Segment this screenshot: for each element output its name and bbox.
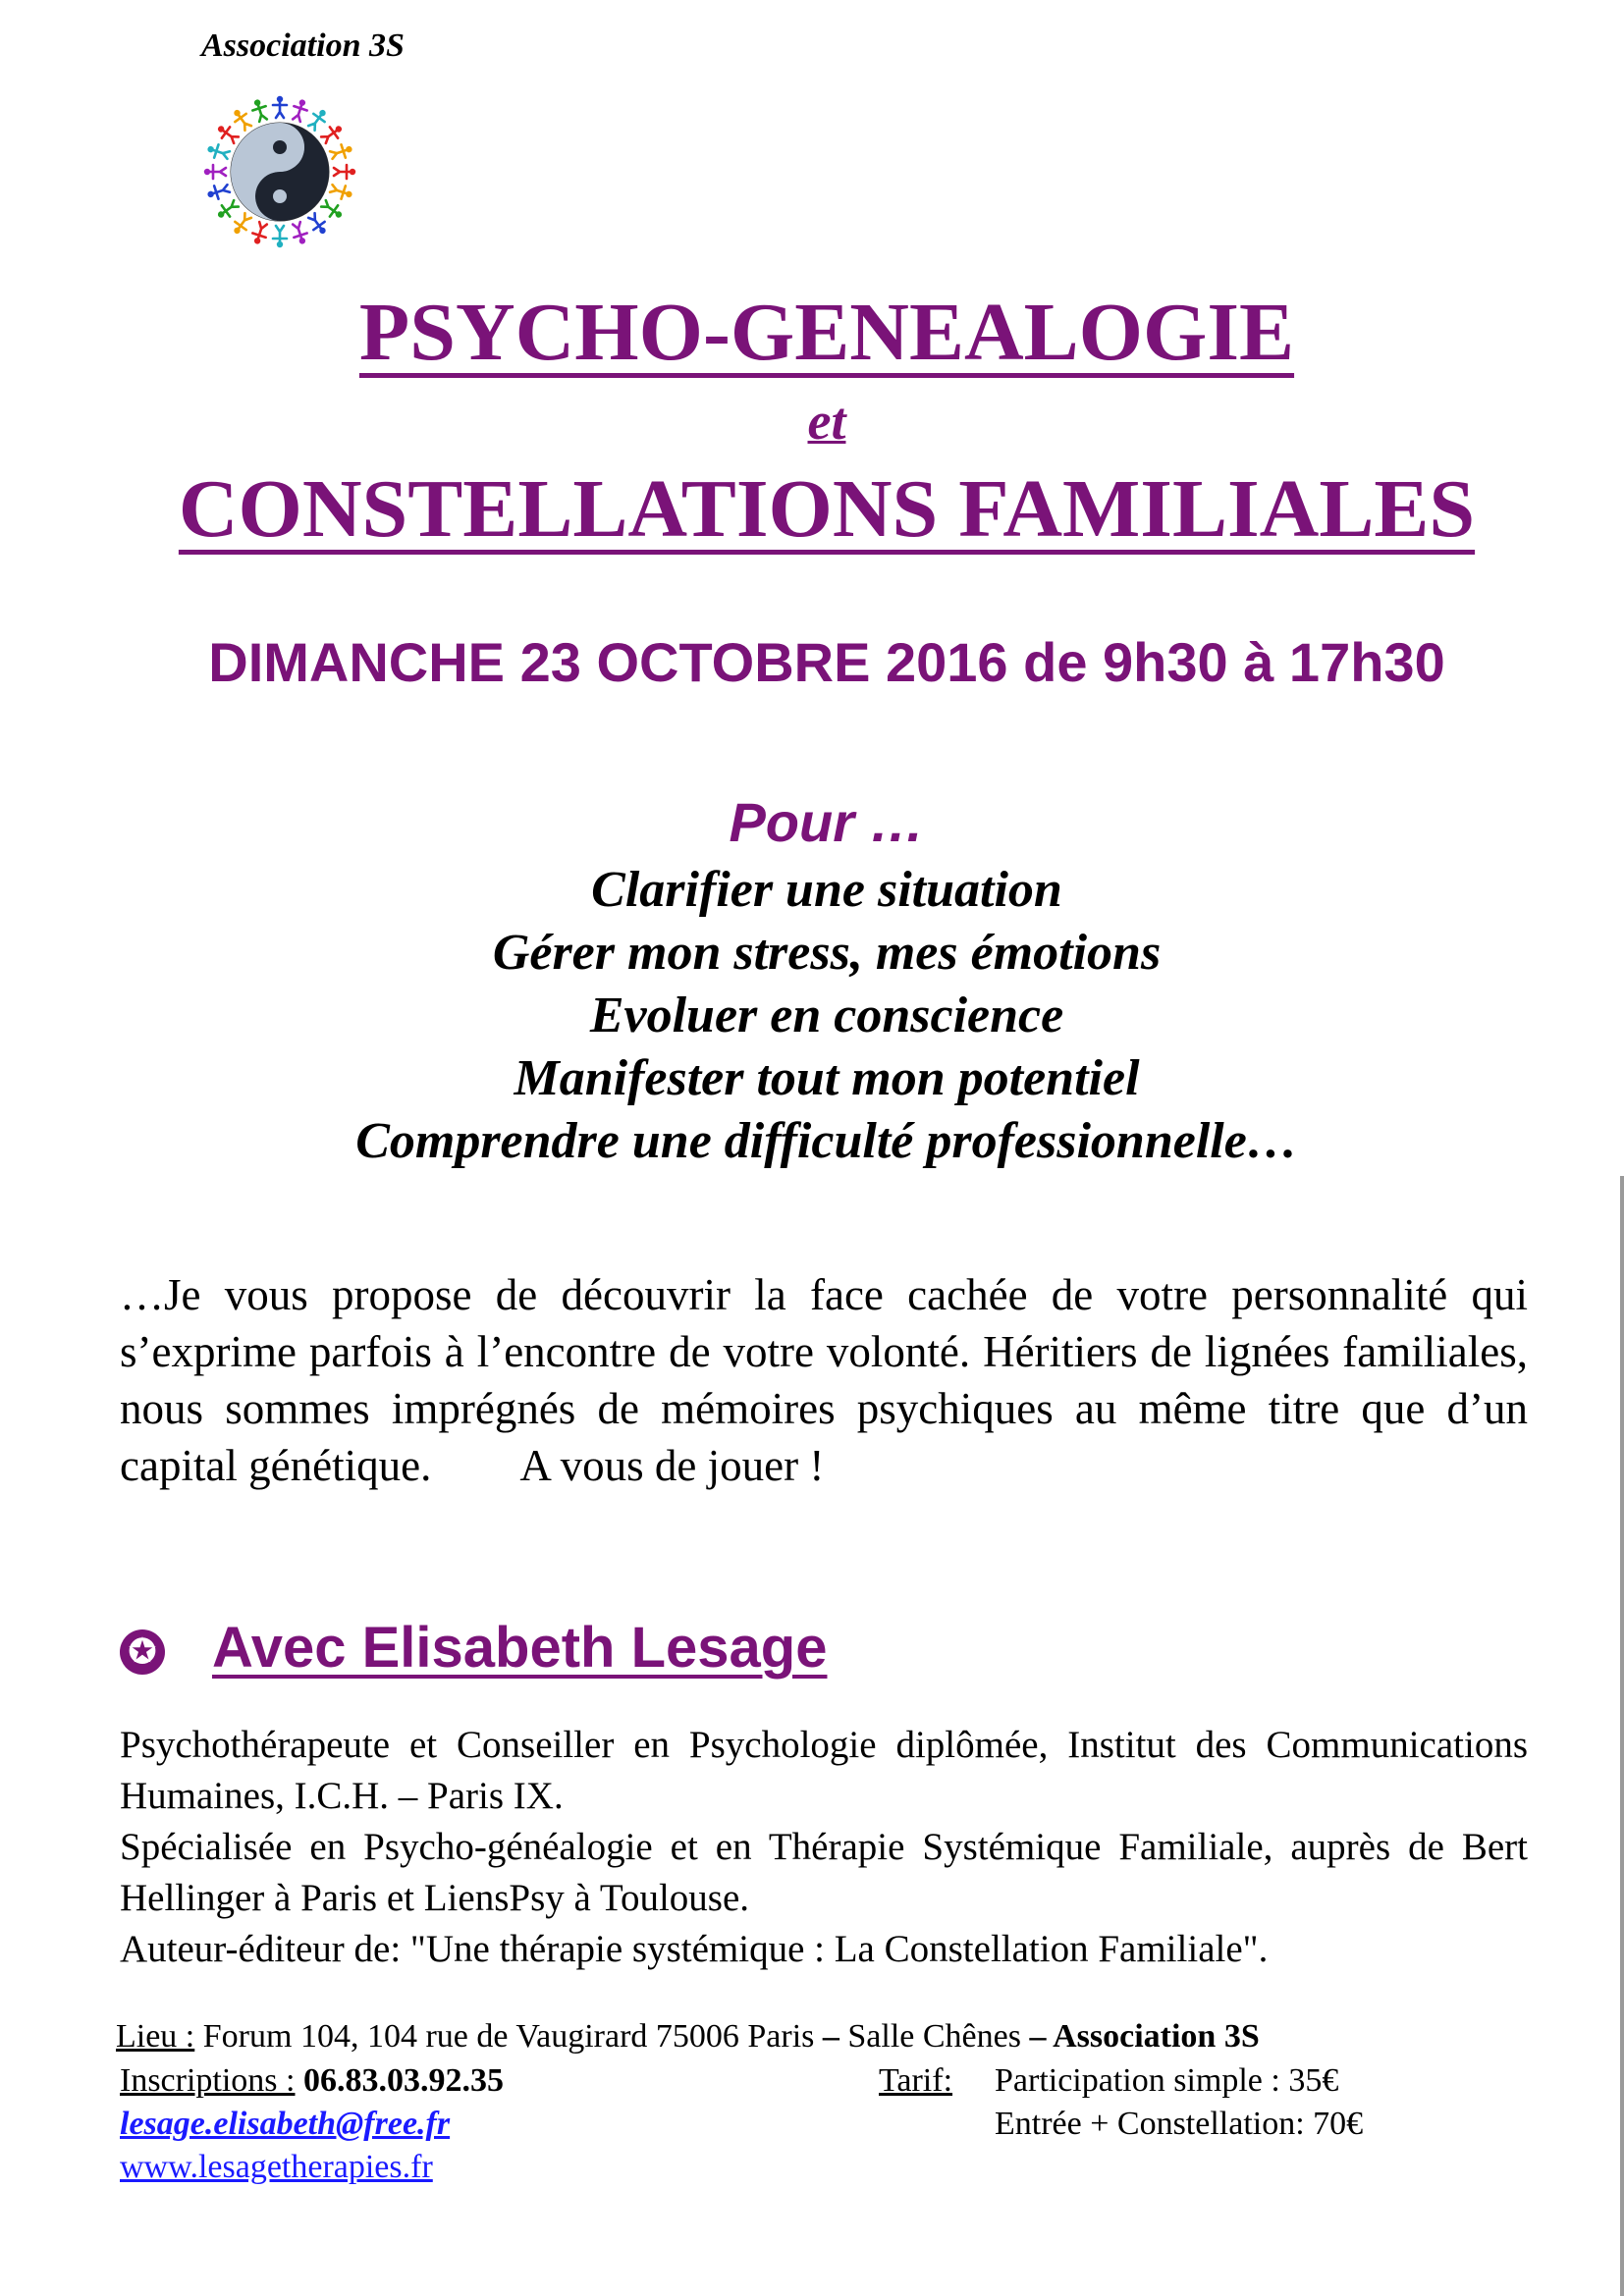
speaker-name: Avec Elisabeth Lesage <box>212 1616 828 1680</box>
email-link[interactable]: lesage.elisabeth@free.fr <box>120 2106 451 2142</box>
intro-paragraph <box>120 1266 1528 1494</box>
logo-person-figure <box>230 106 253 132</box>
goal-item: Comprendre une difficulté professionnelle… <box>355 1113 1298 1169</box>
logo-person-figure <box>249 221 269 245</box>
goals-list <box>0 859 1624 1173</box>
goal-item: Manifester tout mon potentiel <box>514 1050 1140 1106</box>
tarif-label: Tarif: <box>879 2062 953 2099</box>
logo-person-figure <box>290 221 309 245</box>
logo-person-figure <box>306 106 330 132</box>
title-line-1: PSYCHO-GENEALOGIE <box>358 287 1295 378</box>
logo-person-figure <box>214 122 240 145</box>
venue-line: Lieu : Forum 104, 104 rue de Vaugirard 75006 Paris – Salle Chênes – Association 3S <box>116 2018 1260 2055</box>
speaker-bio <box>120 1720 1528 1975</box>
goal-item: Gérer mon stress, mes émotions <box>492 925 1162 981</box>
logo-person-figure <box>273 226 287 247</box>
title-connector: et <box>807 392 846 451</box>
goal-item: Clarifier une situation <box>591 862 1062 918</box>
association-name: Association 3S <box>201 27 405 64</box>
title-line-2: CONSTELLATIONS FAMILIALES <box>178 463 1476 555</box>
logo-person-figure <box>290 97 309 122</box>
phone-number: 06.83.03.92.35 <box>302 2062 504 2099</box>
logo-person-figure <box>329 141 353 161</box>
tarif-constellation: Entrée + Constellation: 70€ <box>995 2106 1364 2142</box>
logo-person-figure <box>204 165 226 179</box>
logo-person-figure <box>214 198 240 222</box>
website-link[interactable]: www.lesagetherapies.fr <box>120 2149 433 2185</box>
page-edge-divider <box>1620 1176 1624 2296</box>
logo-person-figure <box>306 211 330 237</box>
venue-address: Forum 104, 104 rue de Vaugirard 75006 Paris <box>194 2018 815 2055</box>
bio-paragraph: Spécialisée en Psycho-généalogie et en Thérapie Systémique Familiale, auprès de Bert Hellinger à Paris et LiensPsy à Toulouse. <box>120 1826 1528 1919</box>
venue-association: Association 3S <box>1053 2018 1260 2055</box>
logo-person-figure <box>230 211 253 237</box>
intro-text: …Je vous propose de découvrir la face cachée de votre personnalité qui s’exprime parfois à l’encontre de votre volonté. Héritiers de lignées familiales, nous sommes imprégnés de mémoires psychiques au même titre que d’un capital génétique. <box>120 1270 1528 1490</box>
venue-label: Lieu : <box>116 2018 195 2055</box>
logo-person-figure <box>319 198 345 222</box>
bio-paragraph: Auteur-éditeur de: "Une thérapie systémique : La Constellation Familiale". <box>120 1928 1269 1970</box>
logo-person-figure <box>249 97 269 122</box>
logo-person-figure <box>334 165 355 179</box>
registration-line <box>120 2059 504 2103</box>
logo-person-figure <box>273 96 287 118</box>
goals-heading: Pour … <box>729 791 925 853</box>
logo-person-figure <box>319 122 345 145</box>
registration-label: Inscriptions : <box>120 2062 296 2099</box>
speaker-heading <box>120 1615 827 1681</box>
logo-person-figure <box>329 182 353 201</box>
intro-closing: A vous de jouer ! <box>519 1441 825 1490</box>
association-logo <box>201 93 358 250</box>
star-icon: ✪ <box>120 1629 165 1675</box>
bio-paragraph: Psychothérapeute et Conseiller en Psychologie diplômée, Institut des Communications Humaines, I.C.H. – Paris IX. <box>120 1724 1528 1817</box>
venue-room: Salle Chênes <box>847 2018 1021 2055</box>
logo-person-figure <box>205 141 230 161</box>
event-date: DIMANCHE 23 OCTOBRE 2016 de 9h30 à 17h30 <box>208 631 1445 693</box>
goal-item: Evoluer en conscience <box>589 988 1064 1043</box>
tarif-simple: Participation simple : 35€ <box>995 2062 1339 2099</box>
logo-person-figure <box>205 182 230 201</box>
